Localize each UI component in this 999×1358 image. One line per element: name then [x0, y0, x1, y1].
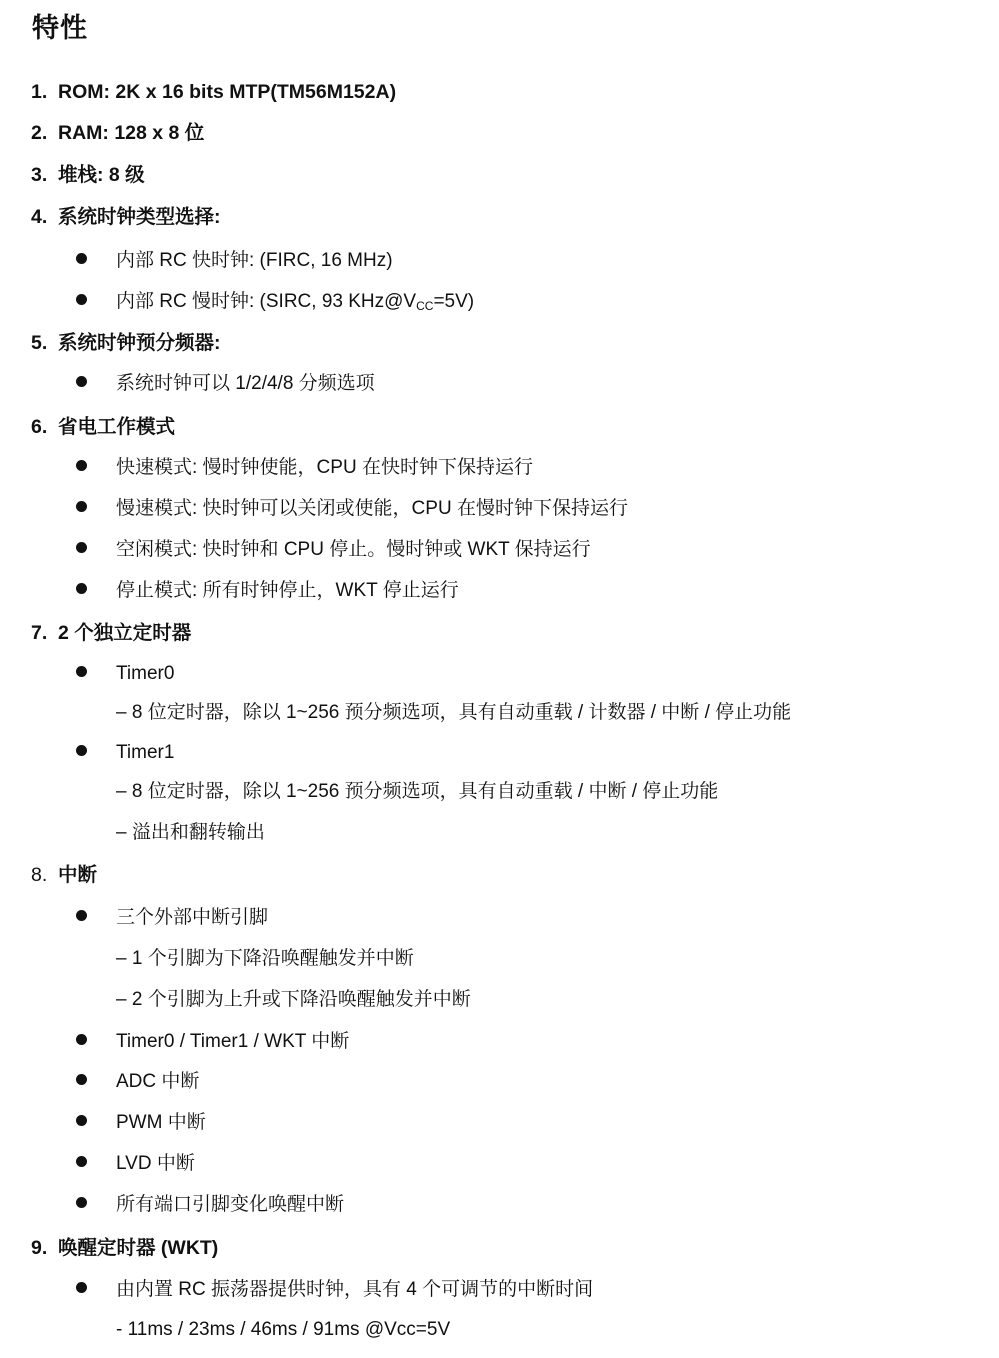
bullet-icon	[76, 501, 87, 512]
bullet-text: PWM 中断	[116, 1112, 206, 1133]
bullet-text: 内部 RC 快时钟: (FIRC, 16 MHz)	[116, 250, 393, 271]
sub-item: – 2 个引脚为上升或下降沿唤醒触发并中断	[116, 989, 471, 1010]
section-number: 6.	[31, 416, 48, 438]
bullet-text: Timer1	[116, 742, 175, 763]
section-number: 5.	[31, 332, 48, 354]
bullet-item	[76, 456, 533, 480]
bullet-text: 慢速模式: 快时钟可以关闭或使能，CPU 在慢时钟下保持运行	[116, 498, 628, 519]
bullet-icon	[76, 1156, 87, 1167]
bullet-text: 所有端口引脚变化唤醒中断	[116, 1194, 345, 1215]
section-heading	[31, 205, 221, 229]
bullet-text: Timer0	[116, 663, 175, 684]
bullet-item	[76, 741, 174, 765]
section-title: 2 个独立定时器	[58, 622, 192, 644]
bullet-icon	[76, 1074, 87, 1085]
bullet-icon	[76, 376, 87, 387]
sub-item: - 11ms / 23ms / 46ms / 91ms @Vcc=5V	[116, 1319, 451, 1340]
bullet-item	[76, 1152, 195, 1176]
section-heading	[31, 1236, 218, 1260]
bullet-icon	[76, 745, 87, 756]
sub-item: – 8 位定时器，除以 1~256 预分频选项，具有自动重载 / 中断 / 停止功能	[116, 781, 719, 802]
bullet-icon	[76, 1115, 87, 1126]
section-heading	[31, 331, 221, 355]
bullet-text: 三个外部中断引脚	[116, 907, 269, 928]
section-number: 4.	[31, 206, 48, 228]
bullet-item	[76, 1070, 199, 1094]
bullet-item	[76, 1278, 593, 1302]
section-title: RAM: 128 x 8 位	[58, 122, 205, 144]
bullet-icon	[76, 1034, 87, 1045]
section-title: 堆栈: 8 级	[58, 164, 145, 186]
bullet-text: LVD 中断	[116, 1153, 195, 1174]
section-title: 省电工作模式	[58, 416, 176, 438]
section-title: ROM: 2K x 16 bits MTP(TM56M152A)	[58, 81, 397, 103]
section-heading	[31, 121, 204, 145]
bullet-icon	[76, 910, 87, 921]
bullet-text: 系统时钟可以 1/2/4/8 分频选项	[116, 373, 375, 394]
section-number: 8.	[31, 864, 48, 886]
bullet-item	[76, 538, 591, 562]
bullet-item	[76, 662, 174, 686]
section-heading	[31, 621, 191, 645]
section-heading	[31, 163, 145, 187]
bullet-icon	[76, 253, 87, 264]
bullet-icon	[76, 583, 87, 594]
section-heading	[31, 863, 97, 887]
bullet-text: 停止模式: 所有时钟停止，WKT 停止运行	[116, 580, 459, 601]
bullet-icon	[76, 666, 87, 677]
section-heading	[31, 80, 396, 104]
section-number: 9.	[31, 1237, 48, 1259]
bullet-item	[76, 906, 268, 930]
bullet-icon	[76, 294, 87, 305]
bullet-text: 内部 RC 慢时钟: (SIRC, 93 $KHz@V_{CC}=5V$)	[116, 291, 475, 313]
bullet-text: 快速模式: 慢时钟使能，CPU 在快时钟下保持运行	[116, 457, 533, 478]
section-number: 3.	[31, 164, 48, 186]
bullet-item	[76, 249, 393, 273]
bullet-text: 空闲模式: 快时钟和 CPU 停止。慢时钟或 WKT 保持运行	[116, 539, 591, 560]
bullet-text: Timer0 / Timer1 / WKT 中断	[116, 1031, 350, 1052]
section-title: 系统时钟类型选择:	[58, 206, 221, 228]
bullet-item	[76, 1030, 349, 1054]
bullet-icon	[76, 1197, 87, 1208]
bullet-icon	[76, 460, 87, 471]
sub-item: – 1 个引脚为下降沿唤醒触发并中断	[116, 948, 414, 969]
bullet-text: 由内置 RC 振荡器提供时钟，具有 4 个可调节的中断时间	[116, 1279, 594, 1300]
bullet-item	[76, 1111, 206, 1135]
section-heading	[31, 415, 175, 439]
section-title: 系统时钟预分频器:	[58, 332, 221, 354]
bullet-item	[76, 290, 474, 314]
sub-item: – 8 位定时器，除以 1~256 预分频选项，具有自动重载 / 计数器 / 中断 / 停止功能	[116, 702, 792, 723]
sub-item: – 溢出和翻转输出	[116, 822, 265, 843]
section-number: 1.	[31, 81, 48, 103]
bullet-item	[76, 372, 375, 396]
bullet-text: ADC 中断	[116, 1071, 200, 1092]
page-title: 特性	[32, 13, 88, 43]
bullet-item	[76, 497, 628, 521]
section-title: 唤醒定时器 (WKT)	[58, 1237, 219, 1259]
bullet-item	[76, 579, 459, 603]
bullet-icon	[76, 542, 87, 553]
section-title: 中断	[58, 864, 98, 886]
bullet-item	[76, 1193, 344, 1217]
section-number: 2.	[31, 122, 48, 144]
section-number: 7.	[31, 622, 48, 644]
bullet-icon	[76, 1282, 87, 1293]
